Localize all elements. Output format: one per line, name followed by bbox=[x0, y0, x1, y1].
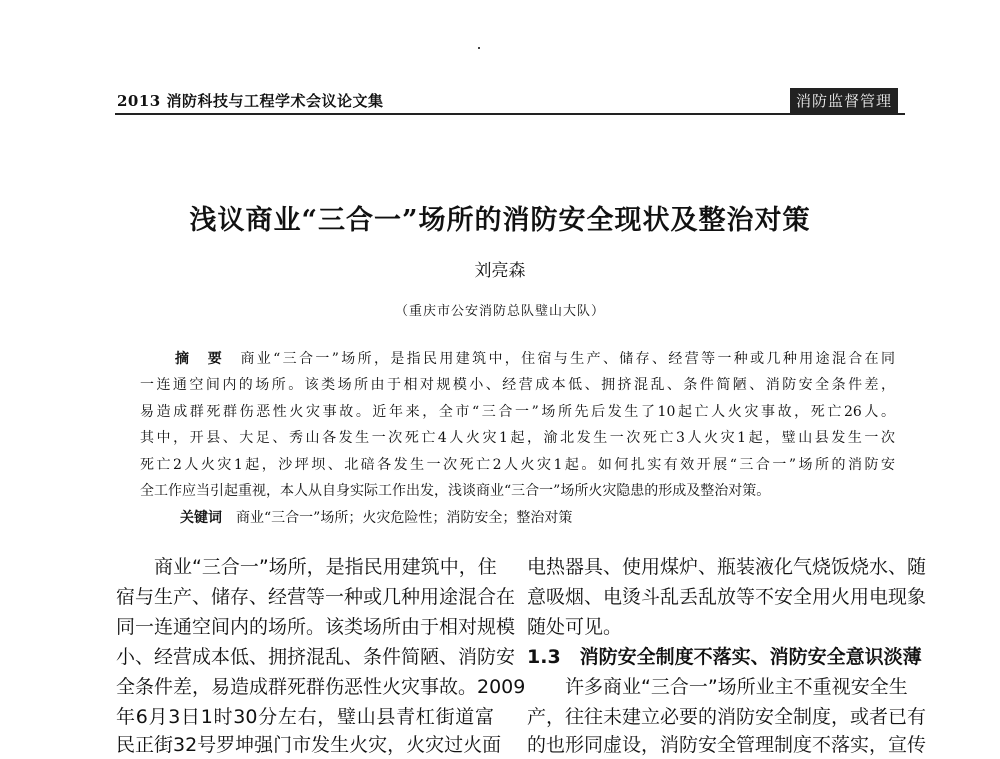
author: 刘亮森 bbox=[474, 261, 526, 281]
body-line: 民正街32号罗坤强门市发生火灾，火灾过火面 bbox=[116, 734, 502, 756]
section-heading: 1.3 消防安全制度不落实、消防安全意识淡薄 bbox=[527, 646, 922, 668]
abstract-line: 易造成群死群伤恶性火灾事故。近年来，全市“三合一”场所先后发生了10起亡人火灾事故，死亡26人。 bbox=[140, 404, 895, 420]
body-line: 同一连通空间内的场所。该类场所由于相对规模 bbox=[116, 616, 516, 638]
body-line: 年6月3日1时30分左右，璧山县青杠街道富 bbox=[116, 706, 494, 728]
abstract-line: 一连通空间内的场所。该类场所由于相对规模小、经营成本低、拥挤混乱、条件简陋、消防安全条件差， bbox=[140, 377, 895, 393]
abstract-line: 全工作应当引起重视，本人从自身实际工作出发，浅谈商业“三合一”场所火灾隐患的形成及整治对策。 bbox=[140, 483, 771, 499]
body-line: 许多商业“三合一”场所业主不重视安全生 bbox=[527, 676, 908, 698]
abstract-line: 其中，开县、大足、秀山各发生一次死亡4人火灾1起，渝北发生一次死亡3人火灾1起，璧山县发生一次 bbox=[140, 430, 895, 446]
body-line: 全条件差，易造成群死群伤恶性火灾事故。2009 bbox=[116, 676, 526, 698]
header-rule bbox=[115, 113, 905, 115]
running-header-proceedings: 2013 消防科技与工程学术会议论文集 bbox=[117, 92, 384, 110]
body-line: 小、经营成本低、拥挤混乱、条件简陋、消防安 bbox=[116, 646, 516, 668]
body-line: 电热器具、使用煤炉、瓶装液化气烧饭烧水、随 bbox=[527, 556, 927, 578]
abstract-line: 死亡2人火灾1起，沙坪坝、北碚各发生一次死亡2人火灾1起。如何扎实有效开展“三合一”场所的消防安 bbox=[140, 457, 895, 473]
body-line: 的也形同虚设，消防安全管理制度不落实，宣传 bbox=[527, 734, 927, 756]
body-line: 商业“三合一”场所，是指民用建筑中，住 bbox=[116, 556, 497, 578]
affiliation: （重庆市公安消防总队璧山大队） bbox=[394, 304, 605, 319]
abstract-text: 商业“三合一”场所，是指民用建筑中，住宿与生产、储存、经营等一种或几种用途混合在同 bbox=[240, 351, 896, 367]
keywords-label: 关键词 bbox=[180, 510, 222, 526]
body-line: 产，往往未建立必要的消防安全制度，或者已有 bbox=[527, 706, 927, 728]
abstract-label: 摘 要 bbox=[175, 351, 225, 367]
paper-title: 浅议商业“三合一”场所的消防安全现状及整治对策 bbox=[189, 205, 811, 236]
keywords-text: 商业“三合一”场所；火灾危险性；消防安全；整治对策 bbox=[236, 510, 573, 526]
body-line: 宿与生产、储存、经营等一种或几种用途混合在 bbox=[116, 586, 516, 608]
keywords bbox=[180, 508, 935, 528]
abstract-line bbox=[175, 349, 895, 369]
body-line: 意吸烟、电烫斗乱丢乱放等不安全用火用电现象 bbox=[527, 586, 927, 608]
body-line: 随处可见。 bbox=[527, 616, 623, 638]
section-tag: 消防监督管理 bbox=[790, 88, 898, 113]
scan-speck bbox=[478, 47, 480, 49]
